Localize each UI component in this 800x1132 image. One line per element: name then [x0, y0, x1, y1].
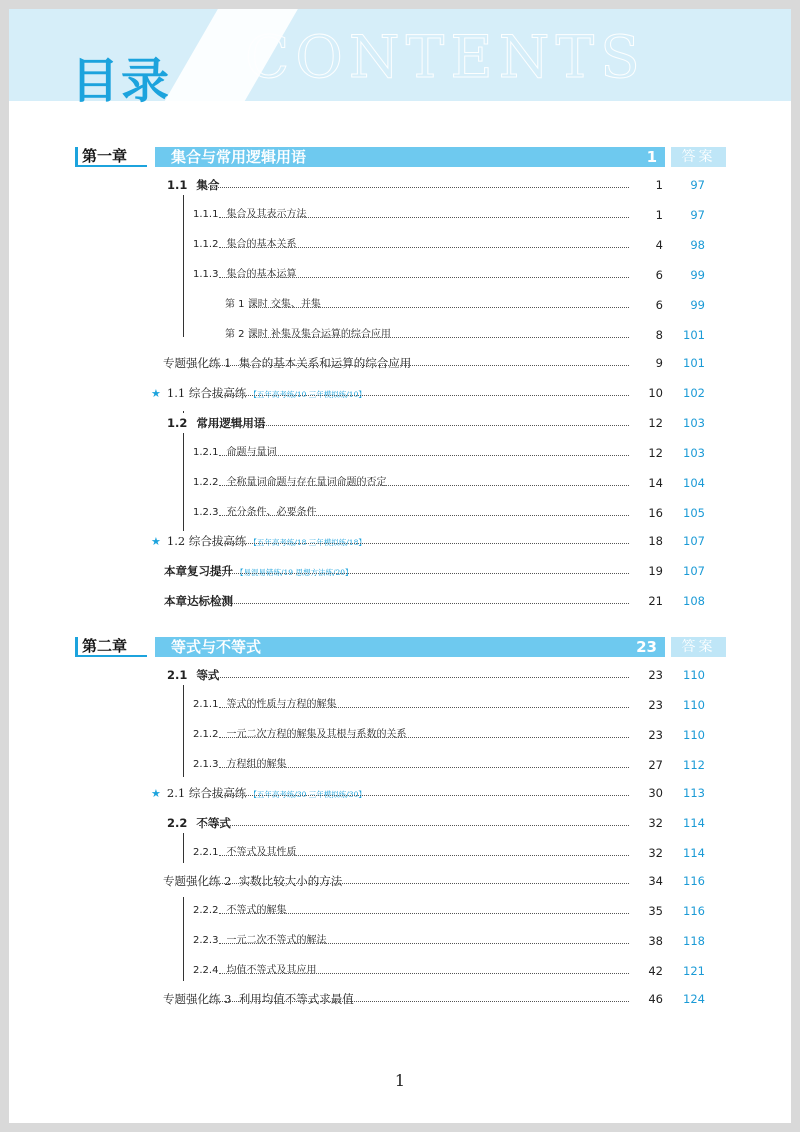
toc-entry[interactable]: 2.2 不等式 32 114 [9, 813, 791, 833]
chapter-page: 23 [636, 638, 657, 656]
toc-entry[interactable]: 本章达标检测 21 108 [9, 591, 791, 611]
chapter-label: 第二章 [75, 637, 147, 657]
toc-entry[interactable]: 本章复习提升 【易混易错练/19 思想方法练/20】 19 107 [9, 561, 791, 581]
toc-entry[interactable]: 2.1.1 等式的性质与方程的解集 23 110 [9, 695, 791, 715]
toc-entry[interactable]: 1.2.1 命题与量词 12 103 [9, 443, 791, 463]
toc-entry[interactable]: 1.2.2 全称量词命题与存在量词命题的否定 14 104 [9, 473, 791, 493]
chapter-bar-2 [75, 637, 726, 657]
toc-entry[interactable]: 1.1.1 集合及其表示方法 1 97 [9, 205, 791, 225]
chapter-bar-1 [75, 147, 726, 167]
toc-entry[interactable]: 1.2 常用逻辑用语 12 103 [9, 413, 791, 433]
chapter-title: 集合与常用逻辑用语 [155, 147, 665, 167]
toc-entry[interactable]: 专题强化练 2 实数比较大小的方法 34 116 [9, 871, 791, 891]
toc-entry[interactable]: 1.1.3 集合的基本运算 6 99 [9, 265, 791, 285]
toc-entry[interactable]: 1.1 集合 1 97 [9, 175, 791, 195]
toc-entry[interactable]: 专题强化练 1 集合的基本关系和运算的综合应用 9 101 [9, 353, 791, 373]
toc-entry[interactable]: 2.2.1 不等式及其性质 32 114 [9, 843, 791, 863]
toc-entry[interactable]: 第 2 课时 补集及集合运算的综合应用 8 101 [9, 325, 791, 345]
star-icon: ★ [151, 535, 161, 548]
toc-entry[interactable]: ★ 1.1 综合拔高练 【五年高考练/10 三年模拟练/10】 10 102 [9, 383, 791, 403]
toc-page [9, 9, 791, 1123]
star-icon: ★ [151, 787, 161, 800]
answer-header: 答案 [671, 637, 726, 657]
chapter-label: 第一章 [75, 147, 147, 167]
toc-entry[interactable]: ★ 1.2 综合拔高练 【五年高考练/18 三年模拟练/18】 18 107 [9, 531, 791, 551]
toc-entry[interactable]: 2.1.2 一元二次方程的解集及其根与系数的关系 23 110 [9, 725, 791, 745]
chapter-title: 等式与不等式 [155, 637, 665, 657]
page-number: 1 [394, 1071, 406, 1090]
toc-entry[interactable]: ★ 2.1 综合拔高练 【五年高考练/30 三年模拟练/30】 30 113 [9, 783, 791, 803]
toc-entry[interactable]: 2.2.2 不等式的解集 35 116 [9, 901, 791, 921]
toc-entry[interactable]: 2.2.4 均值不等式及其应用 42 121 [9, 961, 791, 981]
contents-watermark: CONTENTS [245, 23, 646, 91]
toc-entry[interactable]: 2.1 等式 23 110 [9, 665, 791, 685]
chapter-page: 1 [646, 148, 657, 166]
toc-entry[interactable]: 1.1.2 集合的基本关系 4 98 [9, 235, 791, 255]
toc-entry[interactable]: 1.2.3 充分条件、必要条件 16 105 [9, 503, 791, 523]
toc-entry[interactable]: 第 1 课时 交集、并集 6 99 [9, 295, 791, 315]
page-title: 目录 [71, 53, 172, 109]
toc-entry[interactable]: 专题强化练 3 利用均值不等式求最值 46 124 [9, 989, 791, 1009]
answer-header: 答案 [671, 147, 726, 167]
toc-entry[interactable]: 2.2.3 一元二次不等式的解法 38 118 [9, 931, 791, 951]
star-icon: ★ [151, 387, 161, 400]
toc-entry[interactable]: 2.1.3 方程组的解集 27 112 [9, 755, 791, 775]
